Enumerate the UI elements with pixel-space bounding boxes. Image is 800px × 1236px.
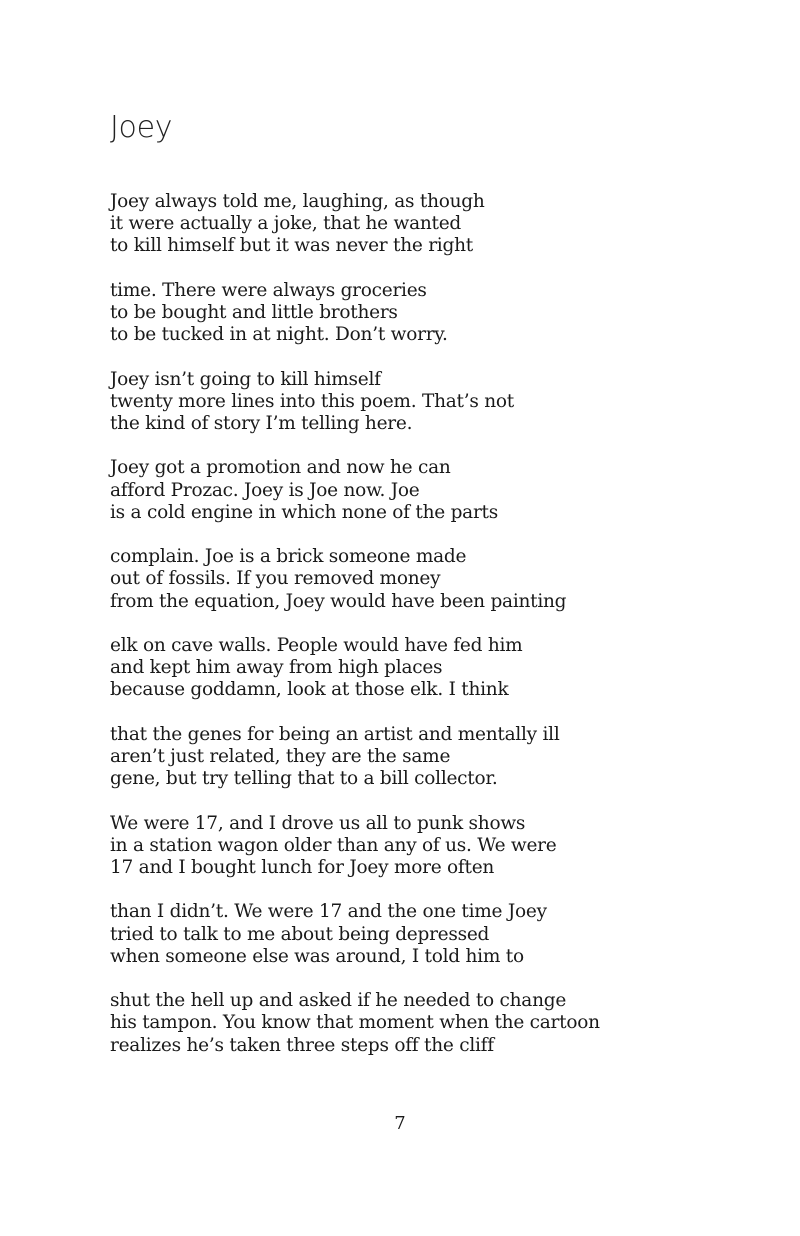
poem-line: gene, but try telling that to a bill collector. bbox=[110, 768, 498, 790]
poem-line: his tampon. You know that moment when the cartoon bbox=[110, 1012, 600, 1034]
poem-line: it were actually a joke, that he wanted bbox=[110, 213, 462, 235]
poem-line: and kept him away from high places bbox=[110, 657, 443, 679]
poem-body bbox=[110, 191, 770, 1079]
poem-line: shut the hell up and asked if he needed to change bbox=[110, 990, 567, 1012]
poem-line: out of fossils. If you removed money bbox=[110, 568, 441, 590]
stanza-8 bbox=[110, 813, 770, 880]
poem-line: the kind of story I’m telling here. bbox=[110, 413, 413, 434]
poem-line: elk on cave walls. People would have fed him bbox=[110, 634, 523, 656]
poem-line: when someone else was around, I told him to bbox=[110, 945, 524, 967]
poem-line: because goddamn, look at those elk. I think bbox=[110, 679, 509, 701]
poem-line: to be tucked in at night. Don’t worry. bbox=[110, 324, 448, 346]
stanza-9 bbox=[110, 901, 770, 968]
poem-line: Joey always told me, laughing, as though bbox=[110, 191, 485, 212]
poem-line: that the genes for being an artist and mentally ill bbox=[110, 723, 560, 745]
poem-line: time. There were always groceries bbox=[110, 279, 427, 301]
stanza-4 bbox=[110, 457, 770, 524]
stanza-5 bbox=[110, 546, 770, 613]
stanza-10 bbox=[110, 990, 770, 1057]
poem-line: in a station wagon older than any of us. We were bbox=[110, 834, 557, 856]
poem-line: We were 17, and I drove us all to punk shows bbox=[110, 812, 526, 834]
poem-line: from the equation, Joey would have been painting bbox=[110, 590, 567, 612]
poem-line: twenty more lines into this poem. That’s not bbox=[110, 390, 514, 412]
poem-line: realizes he’s taken three steps off the cliff bbox=[110, 1034, 494, 1056]
poem-line: to be bought and little brothers bbox=[110, 302, 398, 323]
stanza-1 bbox=[110, 191, 770, 258]
poem-line: afford Prozac. Joey is Joe now. Joe bbox=[110, 479, 420, 501]
page-number: 7 bbox=[394, 1113, 406, 1134]
page-title: Joey bbox=[110, 110, 173, 145]
poem-line: aren’t just related, they are the same bbox=[110, 745, 451, 767]
poem-line: to kill himself but it was never the right bbox=[110, 235, 473, 257]
poem-line: than I didn’t. We were 17 and the one time Joey bbox=[110, 901, 547, 923]
poem-line: tried to talk to me about being depressed bbox=[110, 923, 490, 945]
poem-line: 17 and I bought lunch for Joey more often bbox=[110, 856, 495, 878]
stanza-3 bbox=[110, 369, 770, 436]
poem-line: Joey got a promotion and now he can bbox=[110, 457, 451, 479]
poem-line: complain. Joe is a brick someone made bbox=[110, 546, 467, 568]
poem-line: Joey isn’t going to kill himself bbox=[110, 368, 381, 390]
stanza-6 bbox=[110, 635, 770, 702]
poem-line: is a cold engine in which none of the parts bbox=[110, 501, 498, 523]
stanza-7 bbox=[110, 724, 770, 791]
stanza-2 bbox=[110, 280, 770, 347]
